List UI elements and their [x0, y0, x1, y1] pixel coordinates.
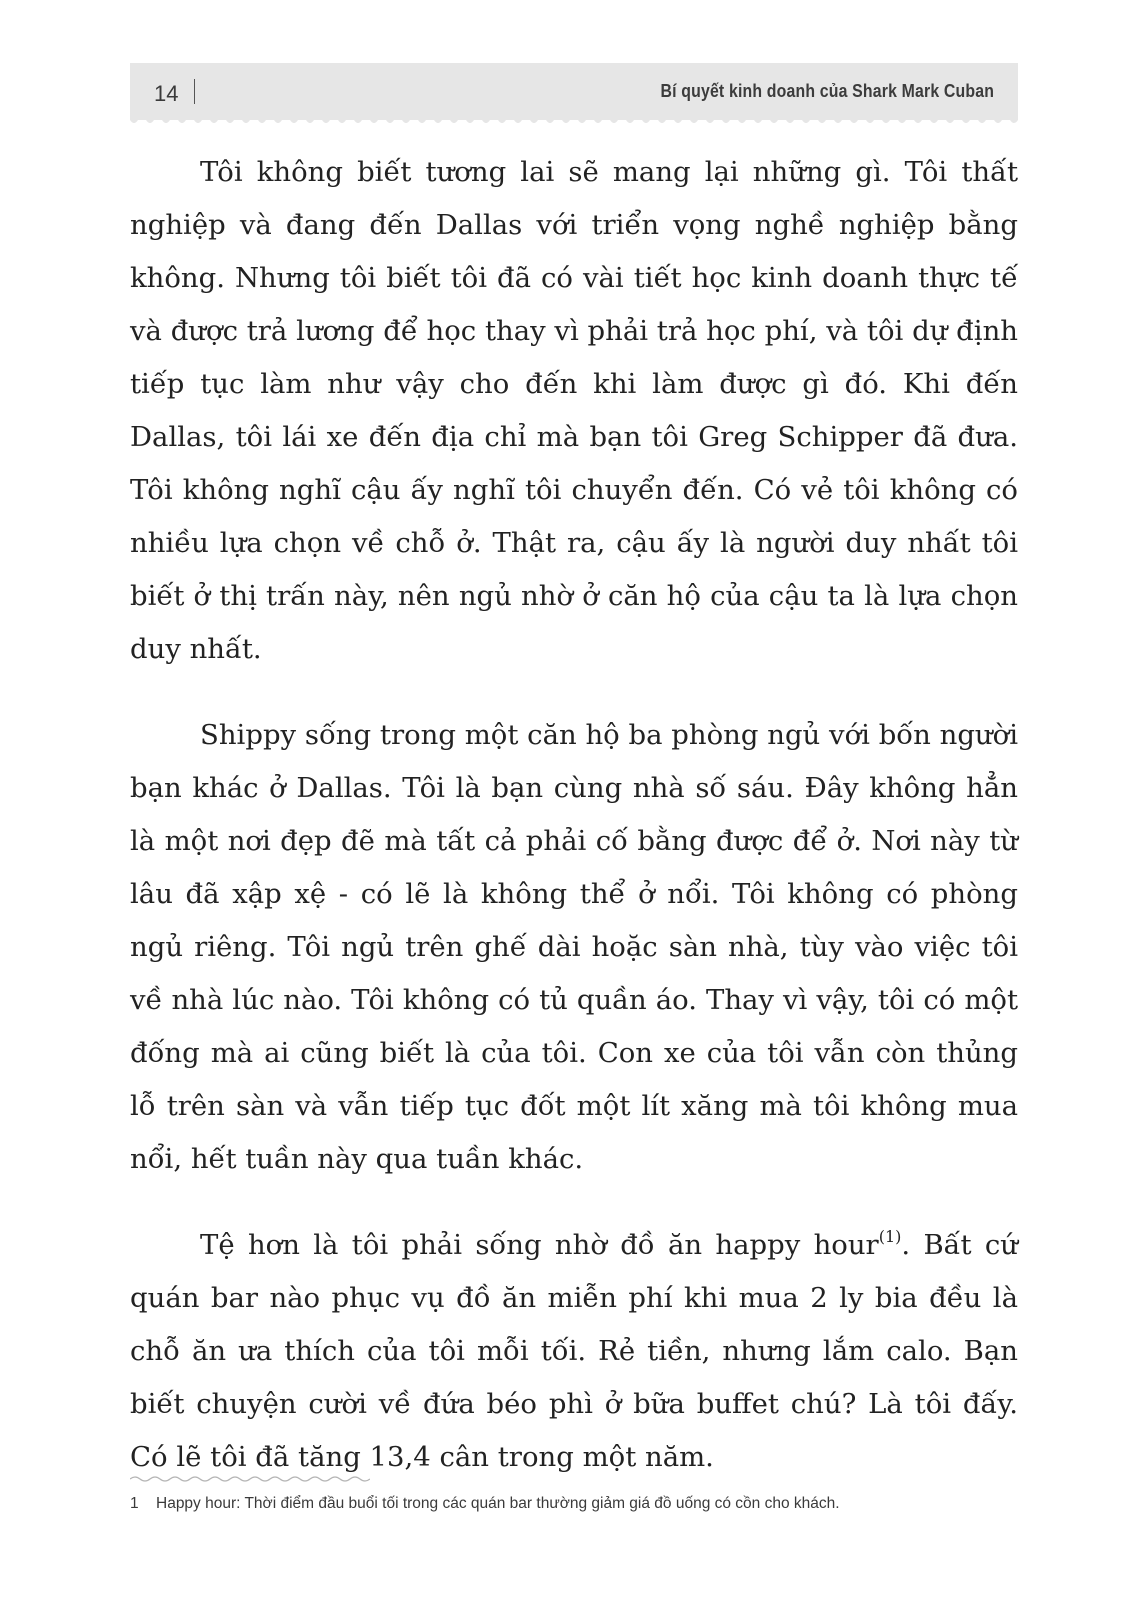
paragraph-3	[130, 1219, 1018, 1484]
footnote-number: 1	[130, 1495, 139, 1512]
paragraph-3-text-start: Tệ hơn là tôi phải sống nhờ đồ ăn happy hour	[200, 1229, 879, 1261]
running-header	[130, 63, 1018, 120]
header-divider	[194, 79, 195, 104]
paragraph-3-text-end: . Bất cứ quán bar nào phục vụ đồ ăn miễn phí khi mua 2 ly bia đều là chỗ ăn ưa thích của tôi mỗi tối. Rẻ tiền, nhưng lắm calo. Bạn biết chuyện cười về đứa béo phì ở bữa buffet chú? Là tôi đấy. Có lẽ tôi đã tăng 13,4 cân trong một năm.	[130, 1229, 1018, 1473]
paragraph-2: Shippy sống trong một căn hộ ba phòng ngủ với bốn người bạn khác ở Dallas. Tôi là bạn cùng nhà số sáu. Đây không hẳn là một nơi đẹp đẽ mà tất cả phải cố bằng được để ở. Nơi này từ lâu đã xập xệ - có lẽ là không thể ở nổi. Tôi không có phòng ngủ riêng. Tôi ngủ trên ghế dài hoặc sàn nhà, tùy vào việc tôi về nhà lúc nào. Tôi không có tủ quần áo. Thay vì vậy, tôi có một đống mà ai cũng biết là của tôi. Con xe của tôi vẫn còn thủng lỗ trên sàn và vẫn tiếp tục đốt một lít xăng mà tôi không mua nổi, hết tuần này qua tuần khác.	[130, 719, 1018, 1175]
book-title: Bí quyết kinh doanh của Shark Mark Cuban	[660, 81, 994, 101]
header-wave-border	[130, 118, 1018, 126]
footnote	[130, 1492, 1018, 1516]
paragraph-1: Tôi không biết tương lai sẽ mang lại những gì. Tôi thất nghiệp và đang đến Dallas với triển vọng nghề nghiệp bằng không. Nhưng tôi biết tôi đã có vài tiết học kinh doanh thực tế và được trả lương để học thay vì phải trả học phí, và tôi dự định tiếp tục làm như vậy cho đến khi làm được gì đó. Khi đến Dallas, tôi lái xe đến địa chỉ mà bạn tôi Greg Schipper đã đưa. Tôi không nghĩ cậu ấy nghĩ tôi chuyển đến. Có vẻ tôi không có nhiều lựa chọn về chỗ ở. Thật ra, cậu ấy là người duy nhất tôi biết ở thị trấn này, nên ngủ nhờ ở căn hộ của cậu ta là lựa chọn duy nhất.	[130, 156, 1018, 665]
footnote-reference[interactable]: (1)	[878, 1227, 902, 1246]
page-number: 14	[154, 81, 179, 106]
body-text	[130, 146, 1018, 1517]
footnote-separator	[130, 1475, 370, 1483]
footnote-text: Happy hour: Thời điểm đầu buổi tối trong các quán bar thường giảm giá đồ uống có cồn cho khách.	[156, 1495, 840, 1512]
